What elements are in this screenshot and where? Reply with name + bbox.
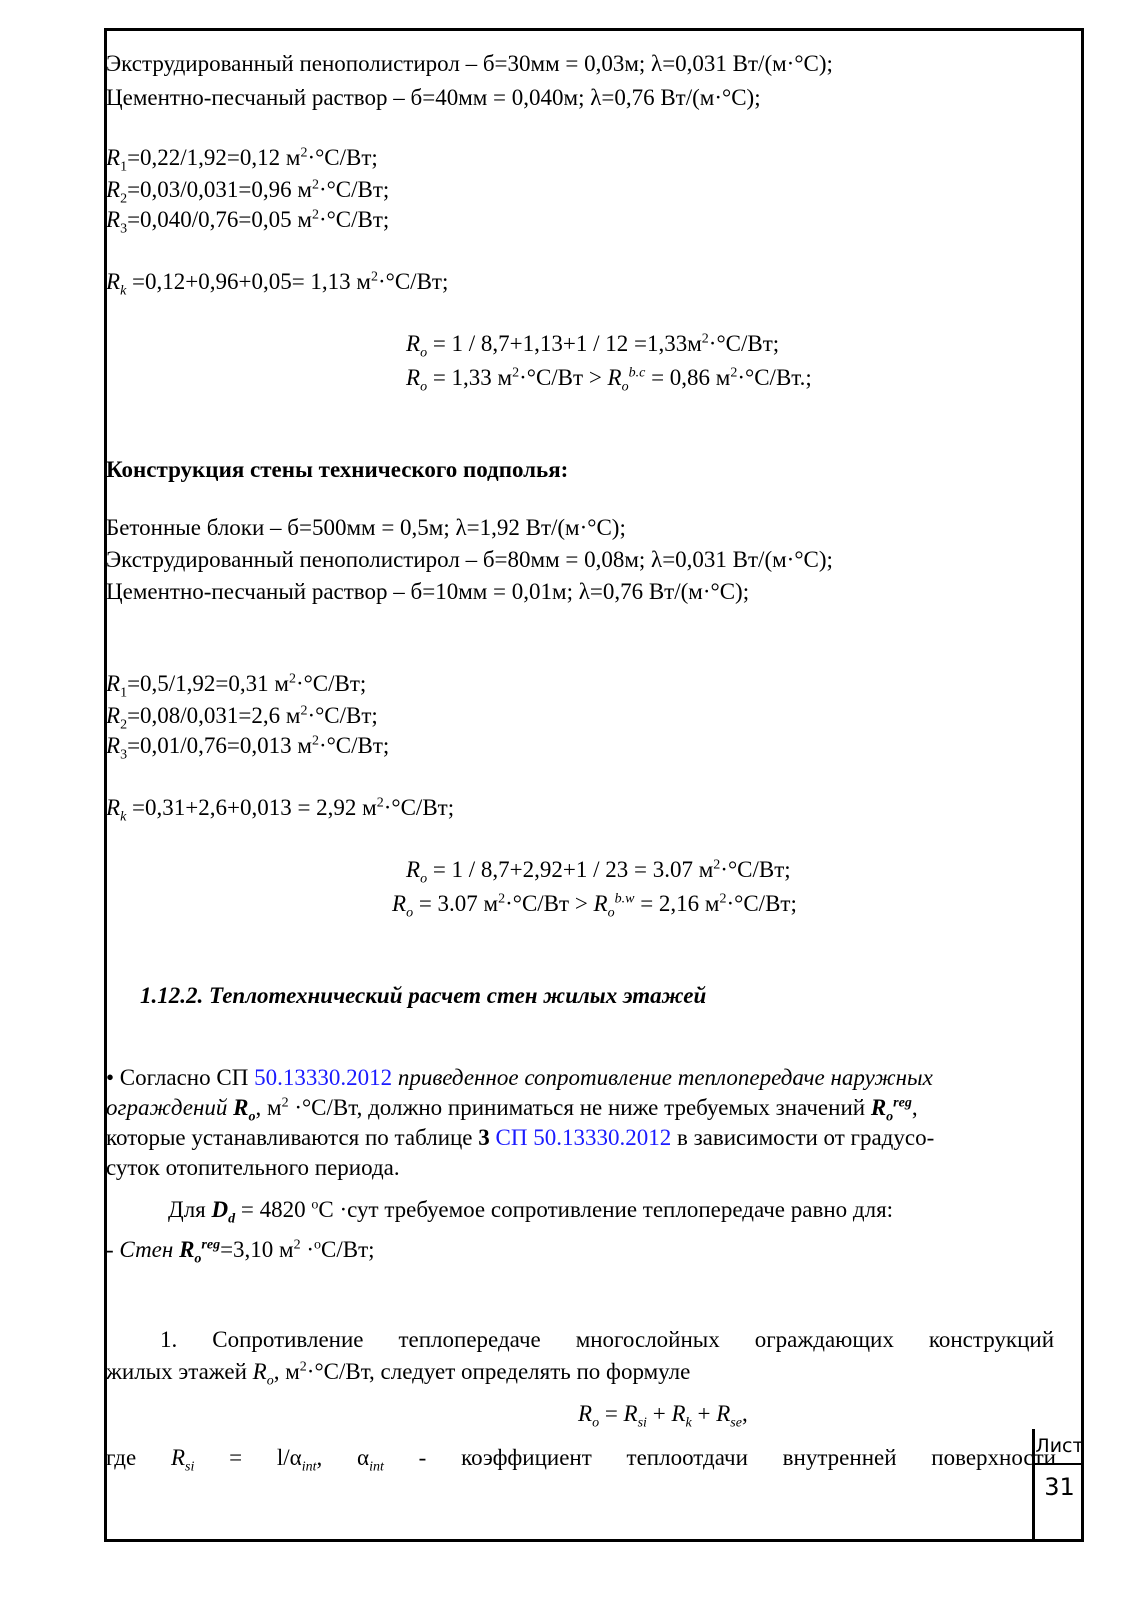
paragraph-line: Для $D_d = 4820$ $^o$С ·сут требуемое сопротивление теплопередаче равно для: <box>168 1197 894 1227</box>
resistance-line: $R_3=0,040/0,76=0,05$ $м^2\cdot^\circ С/Вт$; <box>106 207 390 237</box>
norm-link[interactable]: 50.13330.2012 <box>254 1065 393 1090</box>
material-line: Цементно-песчаный раствор – б=10мм = 0,01м; λ=0,76 Вт/(м·°С); <box>106 579 750 604</box>
sheet-label: Лист <box>1035 1429 1084 1465</box>
page-number: 31 <box>1044 1473 1075 1501</box>
paragraph-line: которые устанавливаются по таблице 3 СП 50.13330.2012 в зависимости от градусо- <box>106 1125 935 1150</box>
material-line: Экструдированный пенополистирол – б=30мм = 0,03м; λ=0,031 Вт/(м·°С); <box>106 51 833 76</box>
page-frame <box>104 28 1084 1542</box>
resistance-formula: $R_o = 1 / 8,7+1,13+1 / 12 =1,33м^2\cdot^\circ С/Вт$; <box>406 331 780 361</box>
subsection-heading: 1.12.2. Теплотехнический расчет стен жилых этажей <box>140 983 707 1008</box>
resistance-line: $R_3=0,01/0,76=0,013$ $м^2\cdot^\circ С/Вт$; <box>106 733 390 763</box>
resistance-line: $R_1=0,5/1,92=0,31$ $м^2\cdot^\circ С/Вт$; <box>106 671 367 701</box>
resistance-comparison: $R_o = 1,33$ $м^2\cdot^\circ С/Вт > R_o^{b.c} = 0,86$ $м^2\cdot^\circ С/Вт$.; <box>406 365 812 395</box>
resistance-line: $R_2=0,08/0,031=2,6$ $м^2\cdot^\circ С/Вт$; <box>106 703 378 733</box>
resistance-total-line: $R_k =0,12+0,96+0,05= 1,13$ $м^2\cdot^\circ С/Вт$; <box>106 269 449 299</box>
resistance-line: $R_2=0,03/0,031=0,96$ $м^2\cdot^\circ С/Вт$; <box>106 177 390 207</box>
paragraph-line: жилых этажей $R_o$, $м^2\cdot^\circ С/Вт$, следует определять по формуле <box>106 1359 691 1389</box>
resistance-comparison: $R_o = 3.07$ $м^2\cdot^\circ С/Вт > R_o^{b.w} = 2,16$ $м^2\cdot^\circ С/Вт$; <box>392 891 797 921</box>
sheet-stamp <box>1032 1429 1084 1542</box>
resistance-formula: $R_o = 1 / 8,7+2,92+1 / 23 = 3.07$ $м^2\cdot^\circ С/Вт$; <box>406 857 791 887</box>
paragraph-line: • Согласно СП 50.13330.2012 приведенное сопротивление теплопередаче наружных <box>106 1065 933 1090</box>
resistance-line: $R_1=0,22/1,92=0,12$ $м^2\cdot^\circ С/Вт$; <box>106 145 378 175</box>
material-line: Бетонные блоки – б=500мм = 0,5м; λ=1,92 Вт/(м·°С); <box>106 515 626 540</box>
paragraph-line: суток отопительного периода. <box>106 1155 400 1180</box>
resistance-total-line: $R_k =0,31+2,6+0,013 = 2,92$ $м^2\cdot^\circ С/Вт$; <box>106 795 455 825</box>
section-heading: Конструкция стены технического подполья: <box>106 457 569 482</box>
paragraph-line: 1. Сопротивление теплопередаче многослойных ограждающих конструкций <box>160 1327 1054 1352</box>
paragraph-line: где $R_{si}$ = $l/\alpha_{int}$, $\alpha_{int}$ - коэффициент теплоотдачи внутренней поверхности <box>106 1445 1056 1475</box>
material-line: Цементно-песчаный раствор – б=40мм = 0,040м; λ=0,76 Вт/(м·°С); <box>106 85 761 110</box>
list-item: - Стен $R_o^{reg}=3,10$ $м^2 \cdot^oС/Вт$; <box>106 1237 375 1267</box>
paragraph-line: ограждений $R_o$, $м^2 \cdot^\circ С/Вт$, должно приниматься не ниже требуемых значений $R_o^{reg}$, <box>106 1095 918 1125</box>
norm-link[interactable]: СП 50.13330.2012 <box>495 1125 672 1150</box>
formula-line: $R_o = R_{si} + R_k + R_{se}$, <box>578 1401 748 1431</box>
material-line: Экструдированный пенополистирол – б=80мм = 0,08м; λ=0,031 Вт/(м·°С); <box>106 547 833 572</box>
